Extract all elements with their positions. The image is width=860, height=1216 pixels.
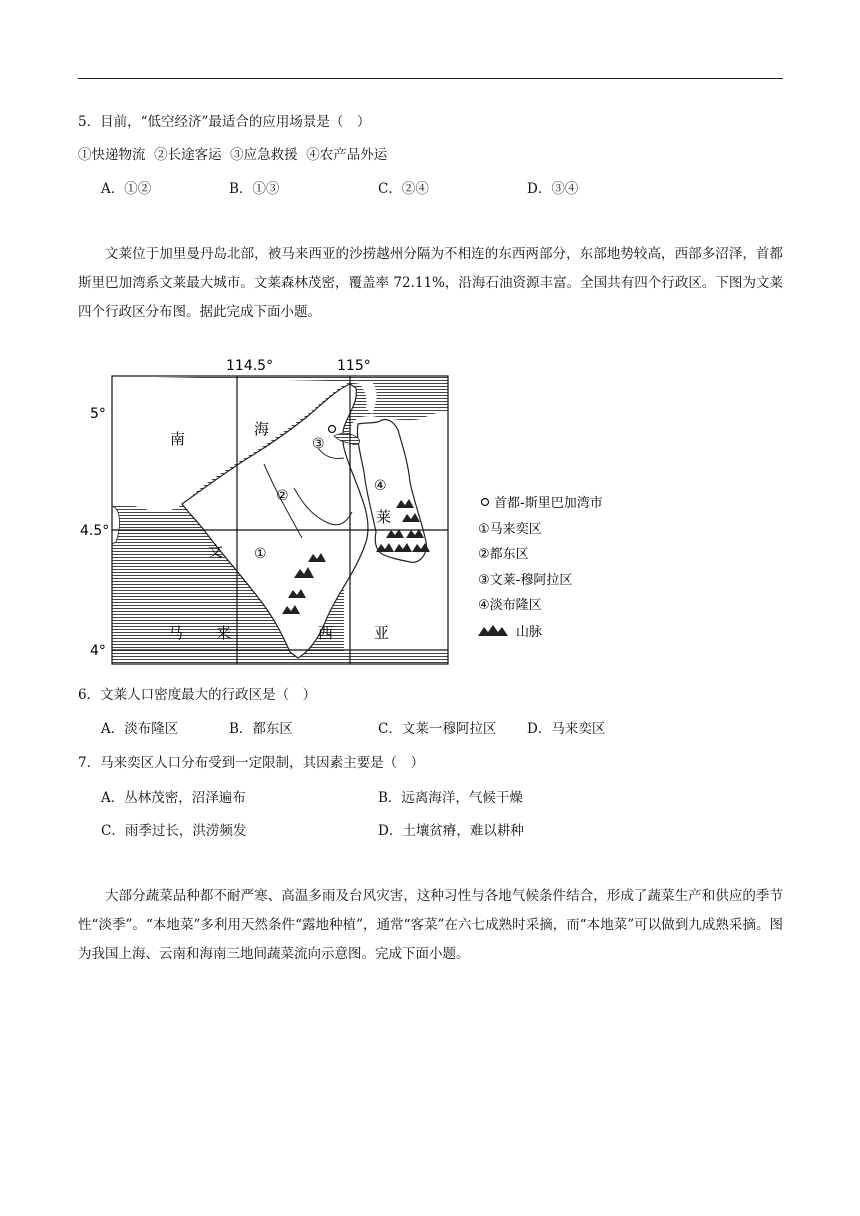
sea-label-hai: 海	[254, 420, 270, 438]
capital-dot-icon	[482, 499, 489, 506]
lat-label-5: 5°	[90, 406, 106, 422]
lat-label-4-5: 4.5°	[80, 523, 110, 539]
q6-stem: 6．文莱人口密度最大的行政区是（ ）	[78, 687, 317, 703]
q5-option-a: A．①②	[101, 181, 152, 197]
passage-brunei: 文莱位于加里曼丹岛北部，被马来西亚的沙捞越州分隔为不相连的东西两部分，东部地势较高，西部多沼泽，首都斯里巴加湾系文莱最大城市。文莱森林茂密，覆盖率 72.11%，沿海石油资源丰富。全国共有四个行政区。下图为文莱四个行政区分布图。据此完成下面小题。	[78, 246, 783, 320]
district-marker-4: ④	[374, 478, 387, 494]
lon-label-114-5: 114.5°	[226, 358, 274, 374]
q5-items: ①快递物流 ②长途客运 ③应急救援 ④农产品外运	[78, 147, 388, 163]
q6-option-a: A．淡布隆区	[101, 721, 179, 737]
district-marker-2: ②	[276, 488, 289, 504]
capital-dot-icon	[329, 426, 336, 433]
sea-label-nan: 南	[170, 430, 186, 448]
district-marker-1: ①	[254, 546, 267, 562]
legend-mountain: 山脉	[516, 625, 543, 640]
q6-option-b: B．都东区	[229, 721, 293, 737]
malaysia-label-ya: 亚	[374, 624, 390, 642]
mountain-icon	[478, 625, 508, 636]
legend-district-2: ②都东区	[478, 547, 529, 562]
malaysia-label-xi: 西	[318, 624, 334, 642]
country-label-wen: 文	[208, 542, 224, 560]
q6-option-d: D．马来奕区	[527, 721, 606, 737]
q7-option-a: A．丛林茂密，沼泽遍布	[101, 790, 246, 806]
q5-option-d: D．③④	[527, 181, 579, 197]
legend-district-1: ①马来奕区	[478, 522, 542, 537]
malaysia-label-ma: 马	[168, 624, 184, 642]
legend-district-3: ③文莱-穆阿拉区	[478, 573, 573, 588]
header-rule	[78, 78, 783, 79]
q5-stem: 5．目前，“低空经济”最适合的应用场景是（ ）	[78, 114, 371, 130]
lat-label-4: 4°	[90, 643, 106, 659]
q6-option-c: C．文莱一穆阿拉区	[378, 721, 497, 737]
q7-option-b: B．远离海洋，气候干燥	[378, 790, 523, 806]
q5-option-c: C．②④	[378, 181, 429, 197]
lon-label-115: 115°	[337, 358, 371, 374]
q7-option-c: C．雨季过长，洪涝频发	[101, 823, 247, 839]
south-china-sea	[112, 376, 448, 664]
malaysia-label-lai: 来	[216, 624, 232, 642]
country-label-lai: 莱	[376, 508, 392, 526]
q7-option-d: D．土壤贫瘠，难以耕种	[378, 823, 524, 839]
q5-option-b: B．①③	[229, 181, 280, 197]
map-legend	[478, 495, 603, 640]
q7-stem: 7．马来奕区人口分布受到一定限制，其因素主要是（ ）	[78, 755, 425, 771]
legend-capital: 首都-斯里巴加湾市	[494, 496, 603, 511]
brunei-district-map	[76, 352, 636, 670]
passage-vegetables: 大部分蔬菜品种都不耐严寒、高温多雨及台风灾害，这种习性与各地气候条件结合，形成了蔬菜生产和供应的季节性“淡季”。“本地菜”多利用天然条件“露地种植”，通常“客菜”在六七成熟时采摘，而“本地菜”可以做到九成熟采摘。图为我国上海、云南和海南三地间蔬菜流向示意图。完成下面小题。	[78, 888, 783, 962]
district-marker-3: ③	[312, 436, 325, 452]
legend-district-4: ④淡布隆区	[478, 598, 542, 613]
